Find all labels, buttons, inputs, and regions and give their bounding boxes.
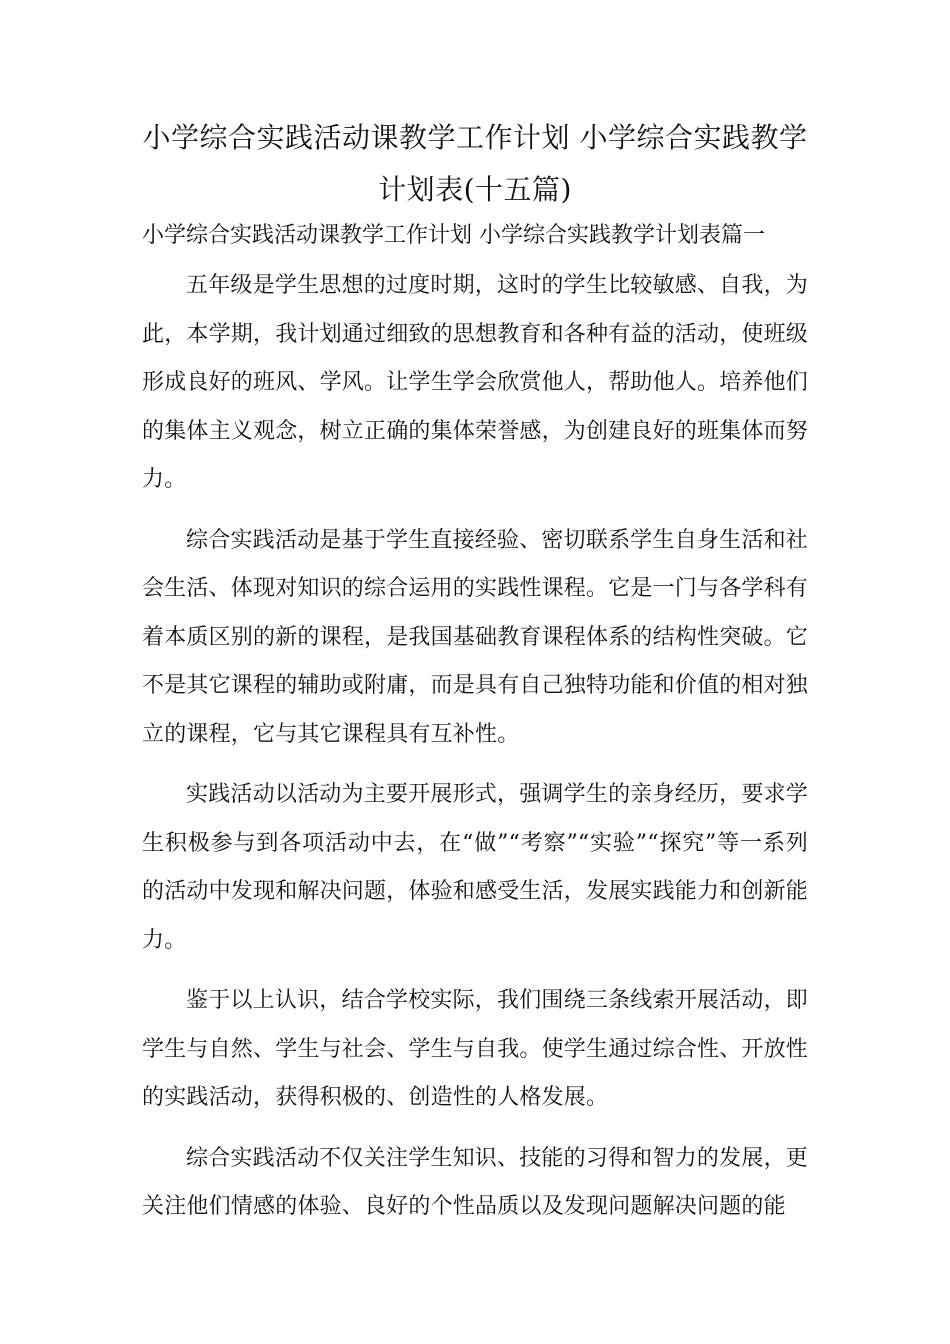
paragraph: 实践活动以活动为主要开展形式，强调学生的亲身经历，要求学生积极参与到各项活动中去，在“做”“考察”“实验”“探究”等一系列的活动中发现和解决问题，体验和感受生活，发展实践能力和创新能力。	[142, 782, 809, 953]
paragraph: 五年级是学生思想的过度时期，这时的学生比较敏感、自我，为此，本学期，我计划通过细致的思想教育和各种有益的活动，使班级形成良好的班风、学风。让学生学会欣赏他人，帮助他人。培养他们的集体主义观念，树立正确的集体荣誉感，为创建良好的班集体而努力。	[142, 273, 809, 492]
paragraph: 综合实践活动是基于学生直接经验、密切联系学生自身生活和社会生活、体现对知识的综合运用的实践性课程。它是一门与各学科有着本质区别的新的课程，是我国基础教育课程体系的结构性突破。它不是其它课程的辅助或附庸，而是具有自己独特功能和价值的相对独立的课程，它与其它课程具有互补性。	[142, 527, 809, 747]
paragraph: 综合实践活动不仅关注学生知识、技能的习得和智力的发展，更关注他们情感的体验、良好的个性品质以及发现问题解决问题的能	[142, 1145, 808, 1219]
document-body	[142, 262, 808, 1244]
paragraph: 鉴于以上认识，结合学校实际，我们围绕三条线索开展活动，即学生与自然、学生与社会、学生与自我。使学生通过综合性、开放性的实践活动，获得积极的、创造性的人格发展。	[142, 988, 809, 1110]
section-heading: 小学综合实践活动课教学工作计划 小学综合实践教学计划表篇一	[142, 223, 765, 248]
document-title: 小学综合实践活动课教学工作计划 小学综合实践教学计划表(十五篇)	[142, 121, 808, 206]
